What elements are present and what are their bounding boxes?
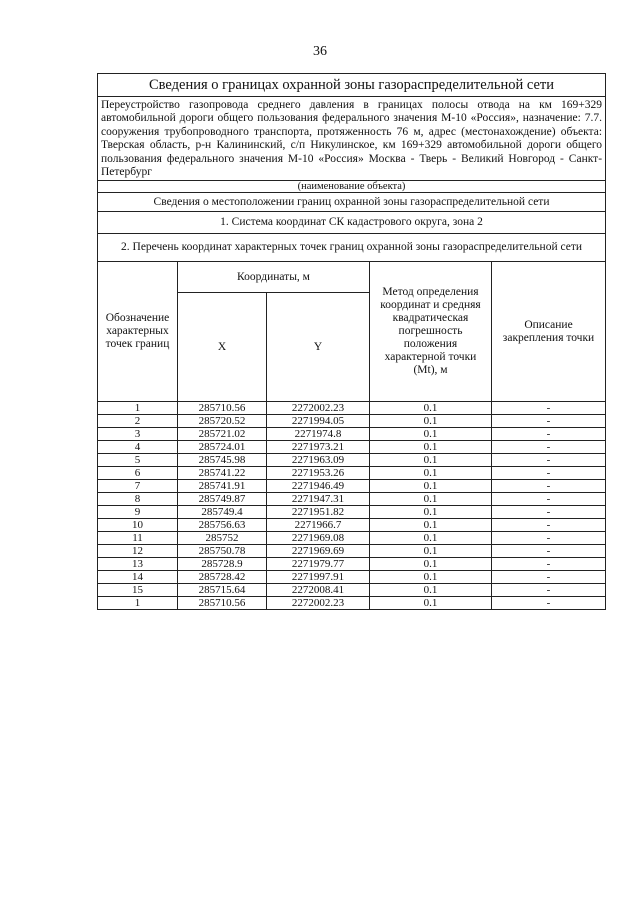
y-cell: 2271966.7 [267, 519, 370, 532]
fixing-cell: - [492, 558, 606, 571]
mt-cell: 0.1 [370, 519, 492, 532]
fixing-cell: - [492, 428, 606, 441]
col-point-header: Обозначение характерных точек границ [98, 262, 178, 402]
fixing-cell: - [492, 415, 606, 428]
x-cell: 285752 [178, 532, 267, 545]
y-cell: 2271951.82 [267, 506, 370, 519]
point-cell: 9 [98, 506, 178, 519]
x-cell: 285750.78 [178, 545, 267, 558]
y-cell: 2271997.91 [267, 571, 370, 584]
mt-cell: 0.1 [370, 454, 492, 467]
table-row [98, 467, 606, 480]
x-cell: 285710.56 [178, 402, 267, 415]
y-cell: 2271979.77 [267, 558, 370, 571]
column-header-row-1 [98, 262, 606, 293]
table-row [98, 454, 606, 467]
fixing-cell: - [492, 454, 606, 467]
mt-cell: 0.1 [370, 441, 492, 454]
point-cell: 1 [98, 597, 178, 610]
table-row [98, 428, 606, 441]
document-title: Сведения о границах охранной зоны газораспределительной сети [98, 74, 606, 97]
table-row [98, 480, 606, 493]
fixing-cell: - [492, 493, 606, 506]
col-fixing-header: Описание закрепления точки [492, 262, 606, 402]
y-cell: 2271973.21 [267, 441, 370, 454]
point-cell: 12 [98, 545, 178, 558]
table-row [98, 402, 606, 415]
fixing-cell: - [492, 519, 606, 532]
table-row [98, 584, 606, 597]
table-row [98, 571, 606, 584]
point-cell: 11 [98, 532, 178, 545]
fixing-cell: - [492, 571, 606, 584]
x-cell: 285756.63 [178, 519, 267, 532]
y-cell: 2271994.05 [267, 415, 370, 428]
points-list-header: 2. Перечень координат характерных точек границ охранной зоны газораспределительной сети [98, 234, 606, 262]
point-cell: 5 [98, 454, 178, 467]
table-row [98, 597, 606, 610]
object-row [98, 97, 606, 181]
table-row [98, 415, 606, 428]
y-cell: 2272002.23 [267, 597, 370, 610]
object-caption: (наименование объекта) [98, 181, 606, 193]
col-y-header: Y [267, 293, 370, 402]
y-cell: 2271947.31 [267, 493, 370, 506]
y-cell: 2271963.09 [267, 454, 370, 467]
section1-row [98, 212, 606, 234]
point-cell: 1 [98, 402, 178, 415]
col-method-header: Метод определения координат и средняя квадратическая погрешность положения характерной точки (Mt), м [370, 262, 492, 402]
y-cell: 2272008.41 [267, 584, 370, 597]
x-cell: 285728.9 [178, 558, 267, 571]
y-cell: 2271969.08 [267, 532, 370, 545]
mt-cell: 0.1 [370, 415, 492, 428]
x-cell: 285710.56 [178, 597, 267, 610]
fixing-cell: - [492, 532, 606, 545]
table-row [98, 441, 606, 454]
table-row [98, 545, 606, 558]
fixing-cell: - [492, 467, 606, 480]
caption-row [98, 181, 606, 193]
mt-cell: 0.1 [370, 597, 492, 610]
x-cell: 285724.01 [178, 441, 267, 454]
section2-row [98, 234, 606, 262]
mt-cell: 0.1 [370, 571, 492, 584]
point-cell: 10 [98, 519, 178, 532]
mt-cell: 0.1 [370, 584, 492, 597]
point-cell: 6 [98, 467, 178, 480]
location-header: Сведения о местоположении границ охранной зоны газораспределительной сети [98, 193, 606, 212]
table-row [98, 532, 606, 545]
y-cell: 2271953.26 [267, 467, 370, 480]
point-cell: 3 [98, 428, 178, 441]
point-cell: 13 [98, 558, 178, 571]
mt-cell: 0.1 [370, 558, 492, 571]
title-row [98, 74, 606, 97]
x-cell: 285745.98 [178, 454, 267, 467]
x-cell: 285715.64 [178, 584, 267, 597]
mt-cell: 0.1 [370, 428, 492, 441]
location-header-row [98, 193, 606, 212]
col-coordinates-header: Координаты, м [178, 262, 370, 293]
point-cell: 14 [98, 571, 178, 584]
x-cell: 285728.42 [178, 571, 267, 584]
table-row [98, 519, 606, 532]
x-cell: 285749.4 [178, 506, 267, 519]
point-cell: 8 [98, 493, 178, 506]
point-cell: 2 [98, 415, 178, 428]
x-cell: 285721.02 [178, 428, 267, 441]
fixing-cell: - [492, 402, 606, 415]
boundary-table [97, 73, 606, 610]
x-cell: 285720.52 [178, 415, 267, 428]
fixing-cell: - [492, 584, 606, 597]
fixing-cell: - [492, 597, 606, 610]
col-x-header: X [178, 293, 267, 402]
point-cell: 4 [98, 441, 178, 454]
mt-cell: 0.1 [370, 493, 492, 506]
fixing-cell: - [492, 441, 606, 454]
fixing-cell: - [492, 545, 606, 558]
table-row [98, 558, 606, 571]
mt-cell: 0.1 [370, 506, 492, 519]
coordinate-system: 1. Система координат СК кадастрового округа, зона 2 [98, 212, 606, 234]
mt-cell: 0.1 [370, 532, 492, 545]
y-cell: 2271946.49 [267, 480, 370, 493]
x-cell: 285749.87 [178, 493, 267, 506]
mt-cell: 0.1 [370, 480, 492, 493]
table-row [98, 493, 606, 506]
page-number: 36 [313, 44, 327, 59]
mt-cell: 0.1 [370, 545, 492, 558]
table-row [98, 506, 606, 519]
mt-cell: 0.1 [370, 467, 492, 480]
y-cell: 2271974.8 [267, 428, 370, 441]
y-cell: 2272002.23 [267, 402, 370, 415]
x-cell: 285741.91 [178, 480, 267, 493]
point-cell: 15 [98, 584, 178, 597]
point-cell: 7 [98, 480, 178, 493]
x-cell: 285741.22 [178, 467, 267, 480]
y-cell: 2271969.69 [267, 545, 370, 558]
fixing-cell: - [492, 506, 606, 519]
coordinate-rows [98, 402, 606, 610]
fixing-cell: - [492, 480, 606, 493]
mt-cell: 0.1 [370, 402, 492, 415]
object-description: Переустройство газопровода среднего давления в границах полосы отвода на км 169+329 автомобильной дороги общего пользования федерального значения М-10 «Россия», назначение: 7.7. сооружения трубопроводного транспорта, протяженность 76 м, адрес (местонахождение) объекта: Тверская область, р-н Калининский, с/п Никулинское, км 169+329 автомобильной дороги общего пользования федерального значения М-10 «Россия» Москва - Тверь - Великий Новгород - Санкт-Петербург [98, 97, 606, 181]
